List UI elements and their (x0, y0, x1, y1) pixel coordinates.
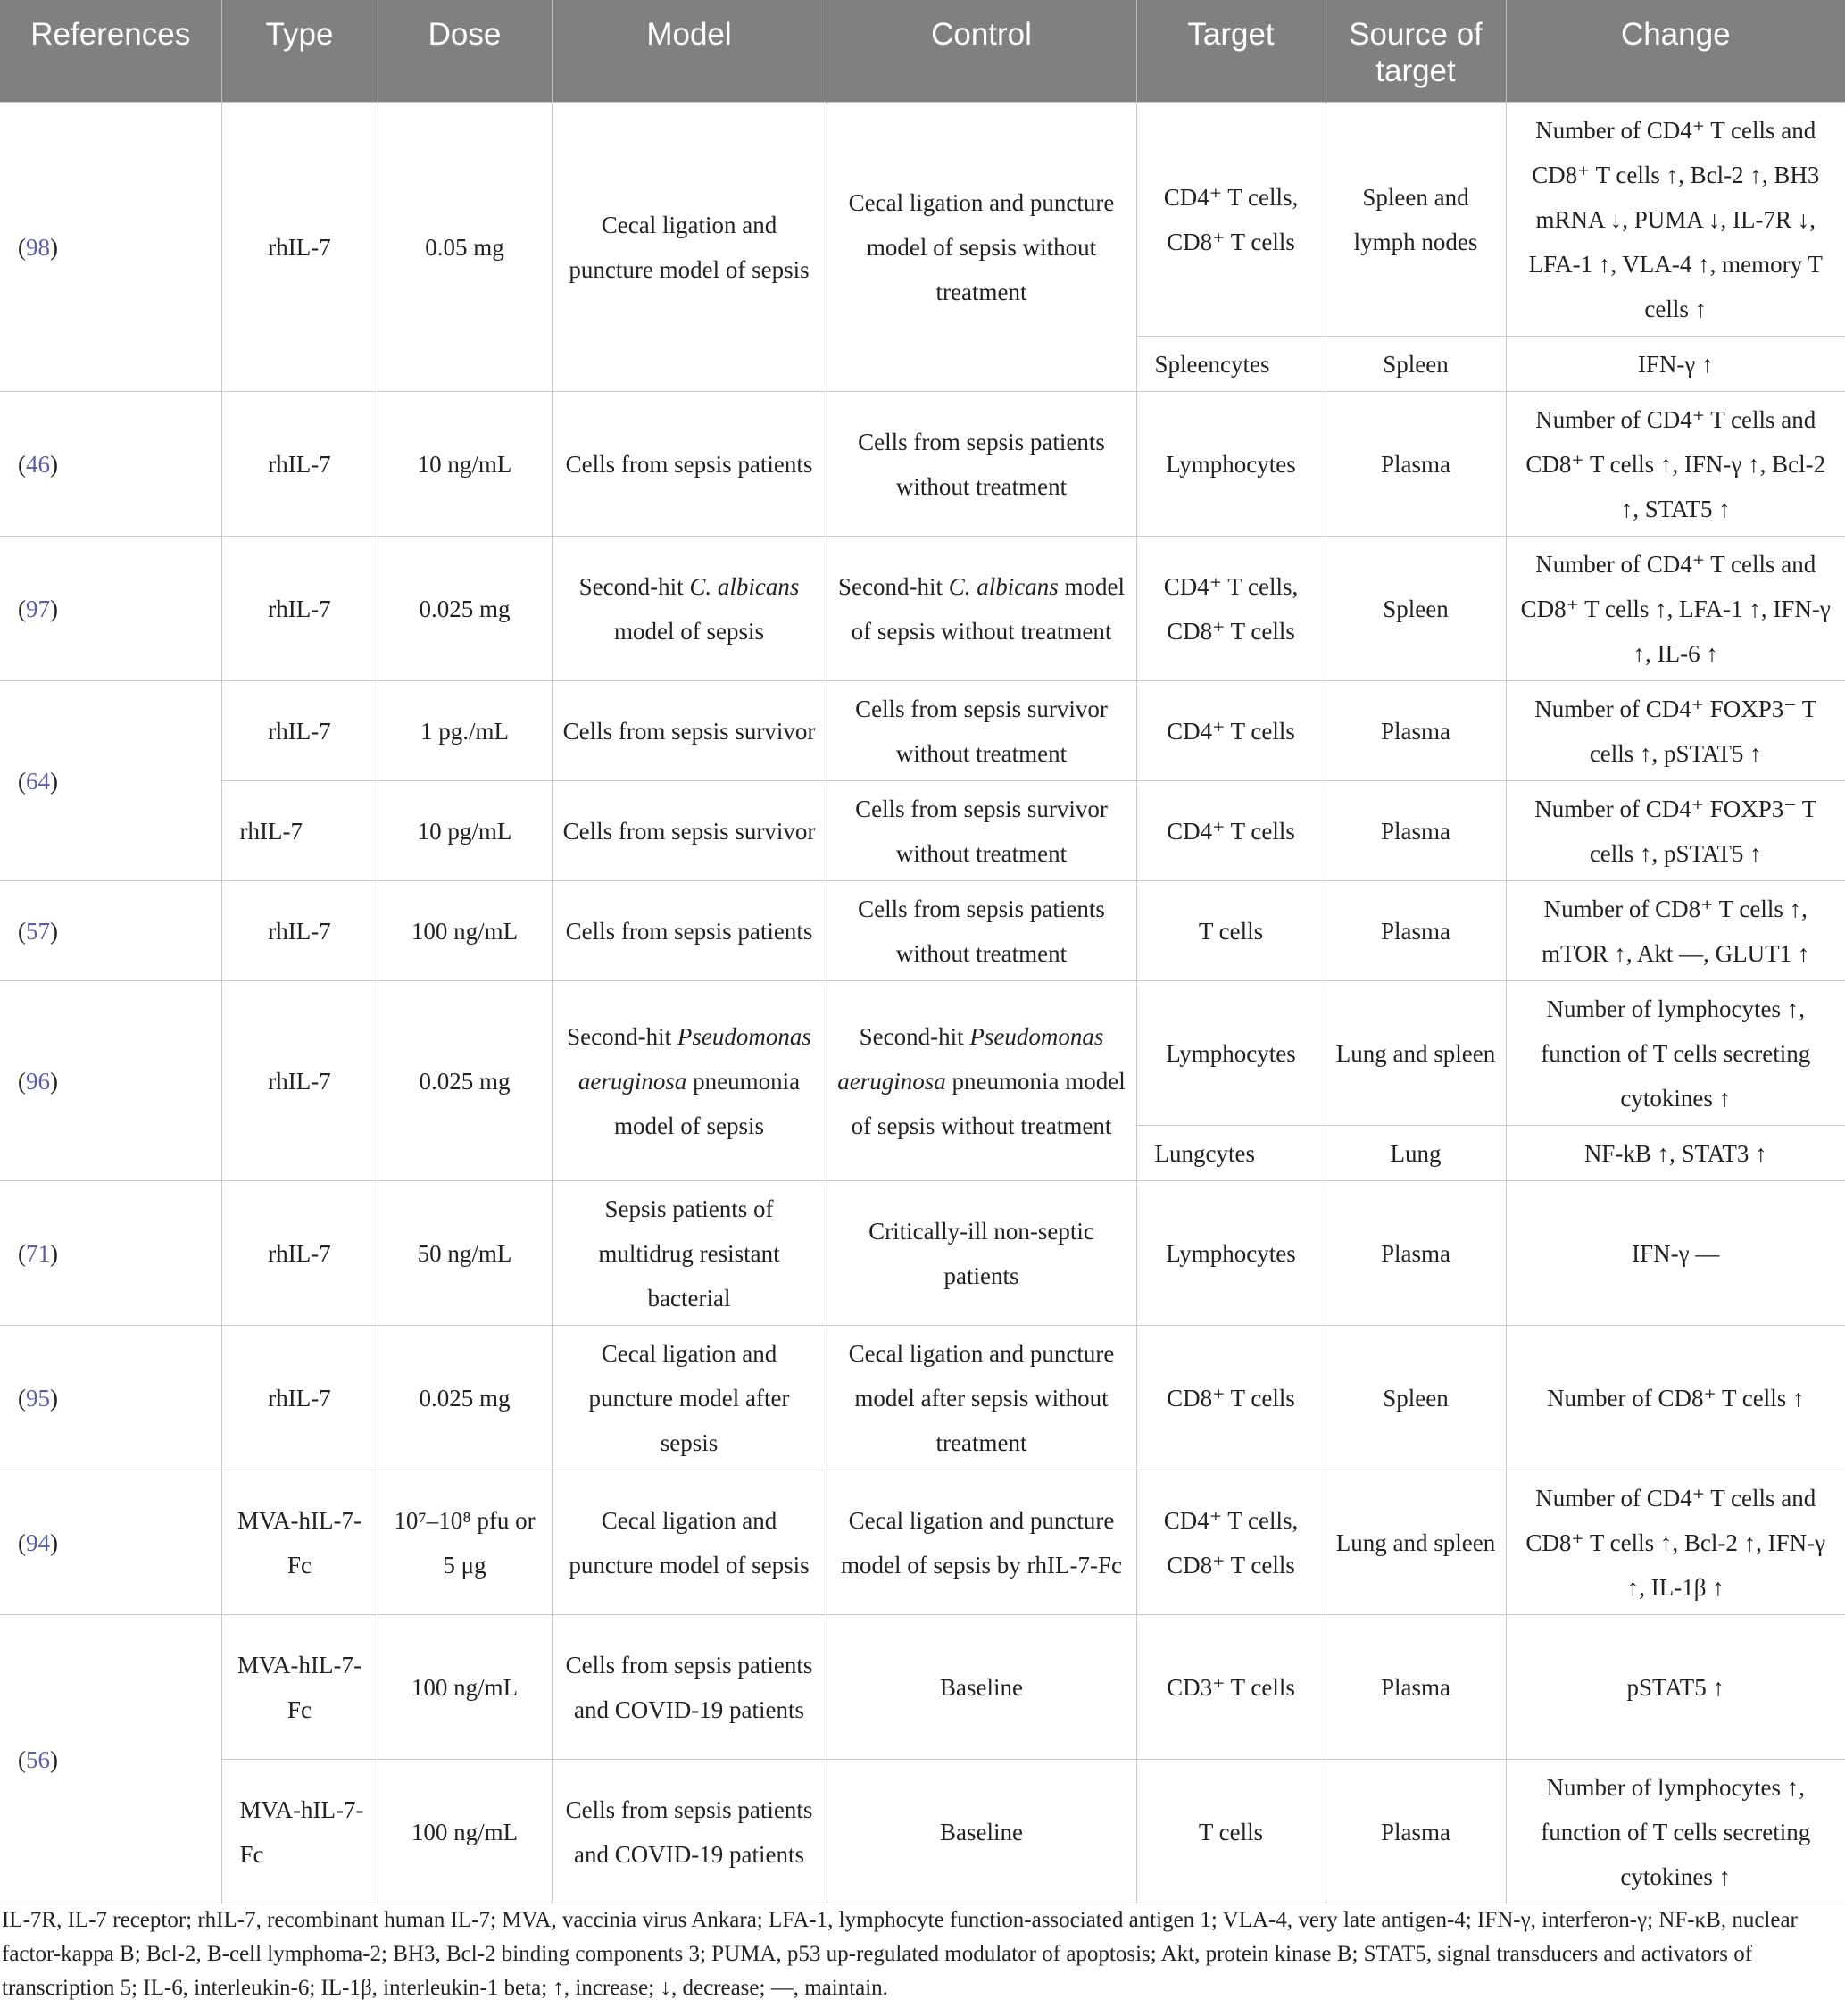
table-row (0, 781, 1845, 881)
model-cell: Cells from sepsis survivor (552, 781, 827, 881)
ref-cell: (95) (0, 1326, 221, 1470)
ref-cell: (57) (0, 881, 221, 981)
target-cell: CD4⁺ T cells (1136, 781, 1326, 881)
source-cell: Plasma (1326, 681, 1506, 781)
ref-cell: (56) (0, 1615, 221, 1904)
dose-cell: 0.025 mg (378, 1326, 552, 1470)
source-cell: Lung (1326, 1126, 1506, 1181)
target-cell: CD4⁺ T cells, CD8⁺ T cells (1136, 103, 1326, 337)
target-cell: CD4⁺ T cells, CD8⁺ T cells (1136, 537, 1326, 681)
control-cell: Second-hit C. albicans model of sepsis without treatment (827, 537, 1136, 681)
table-row (0, 1615, 1845, 1760)
change-cell: Number of CD4⁺ T cells and CD8⁺ T cells ↑, Bcl-2 ↑, BH3 mRNA ↓, PUMA ↓, IL-7R ↓, LFA-1 ↑, VLA-4 ↑, memory T cells ↑ (1506, 103, 1845, 337)
table-row (0, 881, 1845, 981)
change-cell: Number of CD4⁺ T cells and CD8⁺ T cells ↑, Bcl-2 ↑, IFN-γ ↑, IL-1β ↑ (1506, 1470, 1845, 1615)
table-row (0, 537, 1845, 681)
type-cell: rhIL-7 (221, 681, 378, 781)
change-cell: Number of CD8⁺ T cells ↑, mTOR ↑, Akt —, GLUT1 ↑ (1506, 881, 1845, 981)
header-source-of-target: Source of target (1326, 0, 1506, 103)
table-row (0, 392, 1845, 537)
ref-link[interactable]: 46 (26, 450, 50, 478)
model-cell: Second-hit Pseudomonas aeruginosa pneumonia model of sepsis (552, 981, 827, 1181)
table-row (0, 681, 1845, 781)
control-cell: Cells from sepsis patients without treatment (827, 392, 1136, 537)
ref-cell: (97) (0, 537, 221, 681)
dose-cell: 100 ng/mL (378, 1760, 552, 1904)
model-cell: Cells from sepsis survivor (552, 681, 827, 781)
target-cell: Lymphocytes (1136, 392, 1326, 537)
target-cell: T cells (1136, 881, 1326, 981)
source-cell: Plasma (1326, 1615, 1506, 1760)
model-cell: Cecal ligation and puncture model after sepsis (552, 1326, 827, 1470)
control-cell: Cecal ligation and puncture model after sepsis without treatment (827, 1326, 1136, 1470)
target-cell: CD3⁺ T cells (1136, 1615, 1326, 1760)
source-cell: Lung and spleen (1326, 981, 1506, 1126)
control-cell: Second-hit Pseudomonas aeruginosa pneumonia model of sepsis without treatment (827, 981, 1136, 1181)
control-cell: Baseline (827, 1615, 1136, 1760)
change-cell: Number of CD4⁺ FOXP3⁻ T cells ↑, pSTAT5 ↑ (1506, 681, 1845, 781)
header-dose: Dose (378, 0, 552, 103)
type-cell: rhIL-7 (221, 103, 378, 392)
ref-link[interactable]: 64 (26, 767, 50, 795)
ref-cell: (46) (0, 392, 221, 537)
header-target: Target (1136, 0, 1326, 103)
ref-link[interactable]: 57 (26, 917, 50, 945)
type-cell: MVA-hIL-7-Fc (221, 1760, 378, 1904)
type-cell: rhIL-7 (221, 1181, 378, 1326)
model-cell: Sepsis patients of multidrug resistant bacterial (552, 1181, 827, 1326)
ref-link[interactable]: 71 (26, 1239, 50, 1267)
type-cell: rhIL-7 (221, 781, 378, 881)
table-row (0, 1760, 1845, 1904)
dose-cell: 0.025 mg (378, 981, 552, 1181)
change-cell: pSTAT5 ↑ (1506, 1615, 1845, 1760)
source-cell: Spleen and lymph nodes (1326, 103, 1506, 337)
ref-link[interactable]: 96 (26, 1067, 50, 1095)
ref-cell: (71) (0, 1181, 221, 1326)
change-cell: NF-kB ↑, STAT3 ↑ (1506, 1126, 1845, 1181)
header-references: References (0, 0, 221, 103)
control-cell: Critically-ill non-septic patients (827, 1181, 1136, 1326)
header-model: Model (552, 0, 827, 103)
type-cell: rhIL-7 (221, 392, 378, 537)
table-row (0, 1181, 1845, 1326)
header-type: Type (221, 0, 378, 103)
dose-cell: 50 ng/mL (378, 1181, 552, 1326)
target-cell: Lungcytes (1136, 1126, 1326, 1181)
target-cell: Lymphocytes (1136, 1181, 1326, 1326)
source-cell: Plasma (1326, 1181, 1506, 1326)
change-cell: Number of lymphocytes ↑, function of T cells secreting cytokines ↑ (1506, 1760, 1845, 1904)
header-change: Change (1506, 0, 1845, 103)
ref-link[interactable]: 98 (26, 233, 50, 261)
ref-link[interactable]: 95 (26, 1384, 50, 1412)
source-cell: Plasma (1326, 392, 1506, 537)
table-row (0, 981, 1845, 1126)
change-cell: Number of CD4⁺ T cells and CD8⁺ T cells ↑, IFN-γ ↑, Bcl-2 ↑, STAT5 ↑ (1506, 392, 1845, 537)
type-cell: MVA-hIL-7-Fc (221, 1470, 378, 1615)
dose-cell: 10 pg/mL (378, 781, 552, 881)
source-cell: Plasma (1326, 881, 1506, 981)
type-cell: MVA-hIL-7-Fc (221, 1615, 378, 1760)
table-row (0, 103, 1845, 337)
dose-cell: 100 ng/mL (378, 881, 552, 981)
control-cell: Cells from sepsis patients without treatment (827, 881, 1136, 981)
model-cell: Cecal ligation and puncture model of sepsis (552, 103, 827, 392)
source-cell: Plasma (1326, 1760, 1506, 1904)
type-cell: rhIL-7 (221, 1326, 378, 1470)
ref-link[interactable]: 94 (26, 1529, 50, 1556)
ref-cell: (94) (0, 1470, 221, 1615)
target-cell: T cells (1136, 1760, 1326, 1904)
source-cell: Spleen (1326, 537, 1506, 681)
change-cell: IFN-γ ↑ (1506, 337, 1845, 392)
model-cell: Cells from sepsis patients and COVID-19 patients (552, 1615, 827, 1760)
ref-cell: (64) (0, 681, 221, 881)
type-cell: rhIL-7 (221, 981, 378, 1181)
change-cell: Number of CD8⁺ T cells ↑ (1506, 1326, 1845, 1470)
target-cell: CD8⁺ T cells (1136, 1326, 1326, 1470)
target-cell: Spleencytes (1136, 337, 1326, 392)
model-cell: Cells from sepsis patients (552, 881, 827, 981)
ref-cell: (96) (0, 981, 221, 1181)
control-cell: Cecal ligation and puncture model of sepsis without treatment (827, 103, 1136, 392)
target-cell: CD4⁺ T cells (1136, 681, 1326, 781)
dose-cell: 10 ng/mL (378, 392, 552, 537)
header-control: Control (827, 0, 1136, 103)
model-cell: Cecal ligation and puncture model of sepsis (552, 1470, 827, 1615)
ref-link[interactable]: 56 (26, 1745, 50, 1773)
control-cell: Baseline (827, 1760, 1136, 1904)
ref-link[interactable]: 97 (26, 595, 50, 622)
model-cell: Cells from sepsis patients and COVID-19 patients (552, 1760, 827, 1904)
change-cell: Number of CD4⁺ T cells and CD8⁺ T cells ↑, LFA-1 ↑, IFN-γ ↑, IL-6 ↑ (1506, 537, 1845, 681)
table-footnote: IL-7R, IL-7 receptor; rhIL-7, recombinant human IL-7; MVA, vaccinia virus Ankara; LFA-1, lymphocyte function-associated antigen 1; VLA-4, very late antigen-4; IFN-γ, interferon-γ; NF-κB, nuclear factor-kappa B; Bcl-2, B-cell lymphoma-2; BH3, Bcl-2 binding components 3; PUMA, p53 up-regulated modulator of apoptosis; Akt, protein kinase B; STAT5, signal transducers and activators of transcription 5; IL-6, interleukin-6; IL-1β, interleukin-1 beta; ↑, increase; ↓, decrease; —, maintain. (2, 1908, 1798, 2000)
model-cell: Second-hit C. albicans model of sepsis (552, 537, 827, 681)
target-cell: Lymphocytes (1136, 981, 1326, 1126)
dose-cell: 0.025 mg (378, 537, 552, 681)
table-row (0, 1326, 1845, 1470)
target-cell: CD4⁺ T cells, CD8⁺ T cells (1136, 1470, 1326, 1615)
control-cell: Cecal ligation and puncture model of sepsis by rhIL-7-Fc (827, 1470, 1136, 1615)
type-cell: rhIL-7 (221, 881, 378, 981)
control-cell: Cells from sepsis survivor without treatment (827, 681, 1136, 781)
ref-cell: (98) (0, 103, 221, 392)
change-cell: Number of lymphocytes ↑, function of T cells secreting cytokines ↑ (1506, 981, 1845, 1126)
change-cell: IFN-γ — (1506, 1181, 1845, 1326)
source-cell: Lung and spleen (1326, 1470, 1506, 1615)
source-cell: Spleen (1326, 337, 1506, 392)
dose-cell: 100 ng/mL (378, 1615, 552, 1760)
header-row (0, 0, 1845, 103)
control-cell: Cells from sepsis survivor without treatment (827, 781, 1136, 881)
change-cell: Number of CD4⁺ FOXP3⁻ T cells ↑, pSTAT5 ↑ (1506, 781, 1845, 881)
dose-cell: 10⁷–10⁸ pfu or 5 μg (378, 1470, 552, 1615)
source-cell: Spleen (1326, 1326, 1506, 1470)
table-row (0, 1470, 1845, 1615)
model-cell: Cells from sepsis patients (552, 392, 827, 537)
type-cell: rhIL-7 (221, 537, 378, 681)
dose-cell: 1 pg./mL (378, 681, 552, 781)
dose-cell: 0.05 mg (378, 103, 552, 392)
source-cell: Plasma (1326, 781, 1506, 881)
